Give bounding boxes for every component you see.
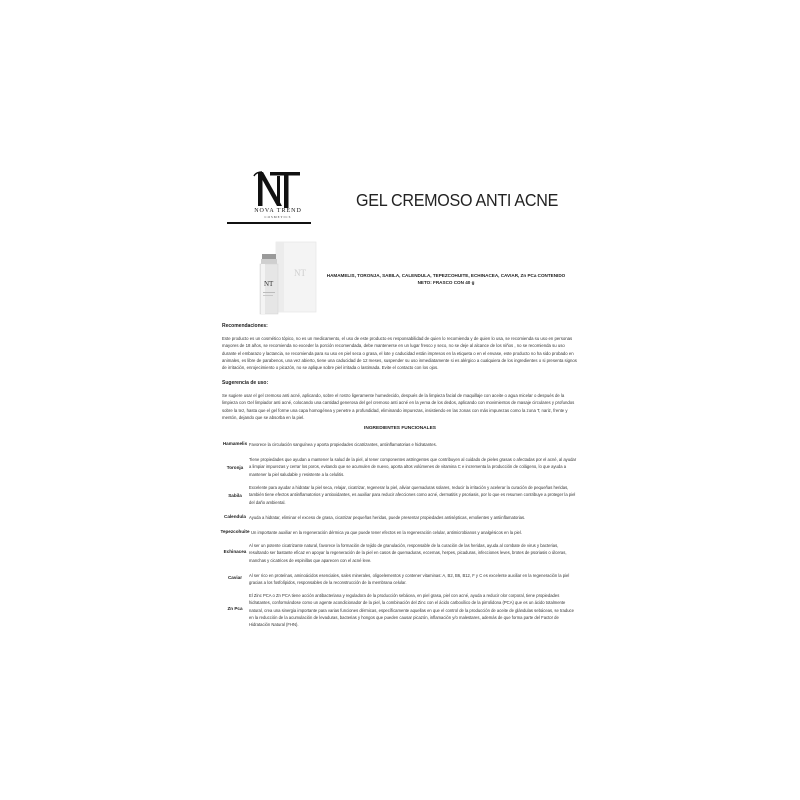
ingredient-description: Al ser un potente cicatrizante natural, favorece la formación de tejido de granulación, responsable de la curación de las heridas, ayuda al combate de virus y bacterias, resultando ser bastante eficaz en apoyar la regeneración de la piel en casos de quemaduras, eccemas, herpes, picaduras, infecciones leves, brotes de psoriasis o úlceras, manchas y cicatrices de espinillas que aparecen con el acné leve. [249,543,567,563]
logo-brand-text: NOVA TREND [254,208,302,214]
ingredient-name: Caviar [227,575,243,580]
ingredient-description: El Zinc PCA o Zn PCA tiene acción antibacteriana y reguladora de la producción sebácea, en piel grasa, piel con acné, ayuda a reducir olor corporal, tiene propiedades hidratantes, conformándose como un agente acondicionador de la piel, la combinación del Zinc con el ácido carboxílico de la pirrolidona (PCA) que es un ácido totalmente natural, crea una sinergia importante para varias funciones dérmicas, específicamente aquellas en que el control de la producción de aceite de glándulas sebáceas, se traduce en la reducción de la acumulación de levaduras, bacterias y hongos que pueden causar picazón, inflamación y/o malestares, además de que forma parte del Factor de Hidratación Natural (FHN). [249,593,574,628]
ingredient-name: Zn Pca [227,606,243,611]
ingredient-description: Al ser rico en proteínas, aminoácidos esenciales, sales minerales, oligoelementos y contener vitaminas: A, B2, B6, B12, F y C es excelente auxiliar en la regeneración la piel gracias a los fosfolípidos, responsables de la reconstrucción de la membrana celular. [249,573,570,586]
ingredient-name: Echinacea [223,549,247,554]
ingredient-name: Hamamelis [222,441,248,446]
ingredient-description: Favorece la circulación sanguínea y aporta propiedades cicatrizantes, antiinflamatorias e hidratantes. [249,442,437,447]
logo-brand-subtext: COSMETICS [264,215,292,219]
ingredient-name: Calendula [224,514,246,519]
usage-heading: Sugerencia de uso: [222,380,269,386]
usage-text: Se sugiere usar el gel cremoso anti acné, aplicando, sobre el rostro ligeramente humedecido, después de la limpieza facial de maquillaje con aceite o agua micelar o después de la limpieza con Gel limpiador anti acné, colocando una cantidad generosa del gel cremoso anti acné en la yema de los dedos, aplicando con movimientos de masaje circulares y profundos sobre la tez, hasta que el gel forme una capa homogénea y penetre a profundidad, eliminando impurezas, insistiendo en las zonas con más impurezas como la zona T, nariz, frente y mentón, dejando que se absorba en la piel. [222,393,575,420]
svg-text:NT: NT [294,268,306,278]
product-ingredients-summary: HAMAMELIS, TORONJA, SABILA, CALENDULA, TEPEZCOHUITE, ECHINACEA, CAVIAR, Zn PCa CONTENIDO NETO: FRASCO CON 40 g [326,273,566,285]
document-title: GEL CREMOSO ANTI ACNE [356,190,559,210]
recommendations-text: Este producto es un cosmético tópico, no es un medicamento, el uso de este producto es responsabilidad de quien lo recomienda y de quien lo usa, se recomienda su uso en personas mayores de 18 años, se recomienda no exceder la porción recomendada, debe mantenerse en un lugar fresco y seco, no se deje al alcance de los niños , no se recomienda su uso durante el embarazo y lactancia, se recomienda para su uso en piel seca o grasa, el lote y caducidad están impresos en la etiqueta o en el envase, este producto no ha sido probado en animales, es libre de parabenos, una vez abierto, tiene una caducidad de 12 meses, suspender su uso inmediatamente si es alérgico a cualquiera de los ingredientes o si presenta signos de irritación, enrojecimiento o picazón, no se aplique sobre piel irritada o lastimada. Evite el contacto con los ojos. [222,336,577,371]
product-image [258,240,318,320]
ingredient-name: Sabila [228,493,242,498]
ingredient-description: Ayuda a hidratar, eliminar el exceso de grasa, cicatrizar pequeñas heridas, puede presentar propiedades antisépticas, emolientes y antiinflamatorias. [249,515,526,520]
recommendations-heading: Recomendaciones: [222,323,268,329]
ingredient-description: Excelente para ayudar a hidratar la piel seca, relajar, cicatrizar, regenerar la piel, aliviar quemaduras solares, reducir la irritación y acelerar la curación de pequeñas heridas, también tiene efectos antiinflamatorios y antioxidantes, es auxiliar para reducir afecciones como acné, dermatitis y psoriasis, por lo que es resumen contribuye a proteger la piel del daño ambiental. [249,485,576,505]
ingredient-name: Tepezcohuite [220,529,250,534]
svg-text:NT: NT [264,280,274,288]
ingredient-description: Tiene propiedades que ayudan a mantener la salud de la piel, al tener componentes astringentes que contribuyen al cuidado de pieles grasas o afectadas por el acné, al ayudar a limpiar impurezas y cerrar los poros, evitando que se acumulen de nuevo, aporta altos volúmenes de vitamina C e incrementa la producción de colágeno, lo que ayuda a mantener la piel saludable y resistente a la celulitis. [249,457,577,477]
logo-underline [227,222,311,224]
ingredient-name: Toronja [226,465,244,470]
ingredients-heading: INGREDIENTES FUNCIONALES [364,426,436,431]
ingredient-description: Un importante auxiliar en la regeneración dérmica ya que puede tener efectos en la regeneración celular, antimicrobianos y analgésicos en la piel. [251,530,522,535]
